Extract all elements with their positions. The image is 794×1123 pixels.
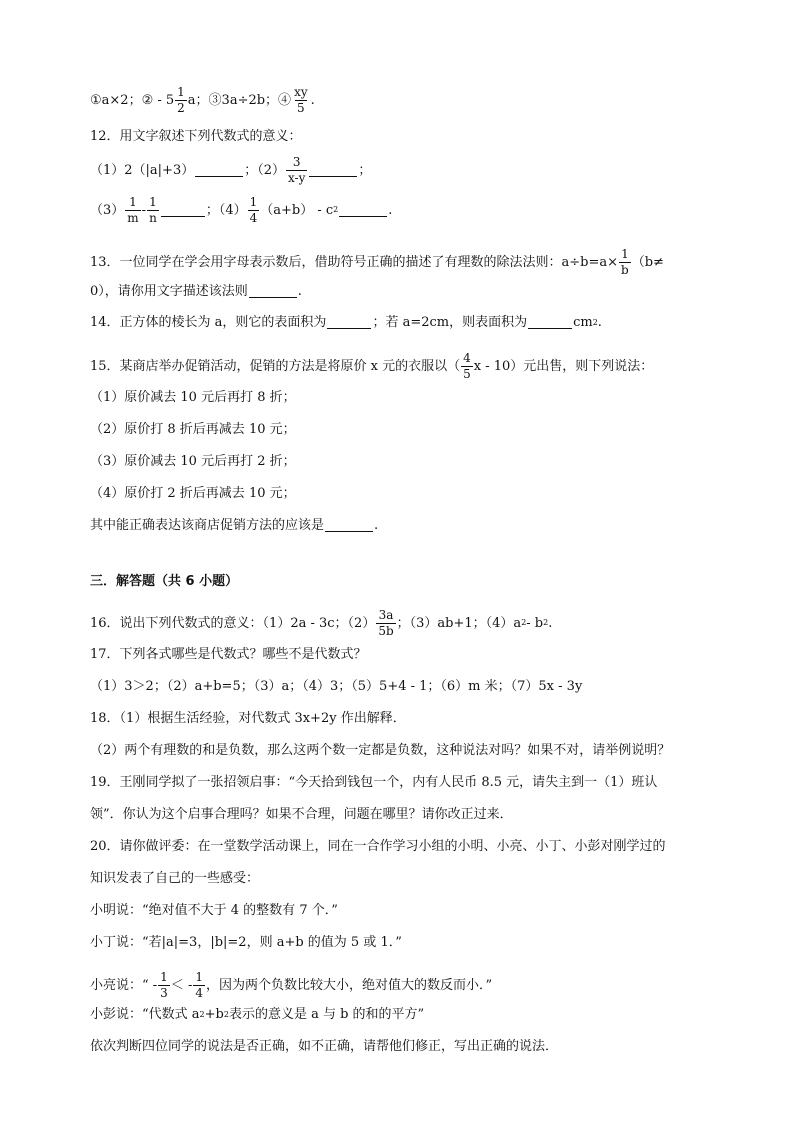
q19-line2 (90, 808, 734, 821)
statement-xiaopeng-mid: +b (204, 1007, 224, 1022)
q20-text1: 20．请你做评委：在一堂数学活动课上，同在一合作学习小组的小明、小亮、小丁、小彭对刚学过的 (90, 839, 666, 854)
fraction-4-over-5: $\frac{4}{5}$ (463, 351, 471, 381)
q13-text2: 0），请你用文字描述该法则 (90, 284, 248, 299)
period: . (374, 518, 379, 533)
separator: ；（4） (205, 202, 247, 218)
period: . (548, 615, 553, 631)
q11-text-e: . (310, 92, 315, 108)
q17-stem (90, 648, 734, 661)
q18-line1 (90, 712, 734, 725)
q16 (90, 609, 734, 637)
q20-line2 (90, 872, 734, 885)
minus-sign: - (141, 202, 147, 218)
q20-xiaoming (90, 904, 734, 917)
fraction-xy-over-5: $\frac{xy}{5}$ (294, 85, 308, 115)
q20-final-text: 依次判断四位同学的说法是否正确，如不正确，请帮他们修正，写出正确的说法． (90, 1039, 559, 1054)
q15-item-3 (90, 455, 734, 468)
period: . (597, 315, 602, 330)
list-item: （4）原价打 2 折后再减去 10 元； (90, 486, 296, 501)
q15-conclusion (90, 519, 734, 532)
q11-text-c: a；③3a÷2b；④ (187, 92, 292, 108)
less-than: ＜ - (170, 977, 193, 993)
list-item: （3）原价减去 10 元后再打 2 折； (90, 454, 296, 469)
fraction-1-over-4: $\frac{1}{4}$ (195, 970, 203, 1000)
fraction-3a-over-5b: $\frac{3a}{5b}$ (378, 608, 394, 638)
fraction-1-over-b: $\frac{1}{b}$ (621, 247, 629, 277)
q18-text2: （2）两个有理数的和是负数，那么这两个数一定都是负数，这种说法对吗？如果不对，请举例说明？ (90, 743, 671, 758)
period: . (388, 202, 393, 218)
list-item: （2）原价打 8 折后再减去 10 元； (90, 422, 296, 437)
q20-line1 (90, 840, 734, 853)
q12-parts-1-2 (90, 156, 734, 184)
q12-parts-3-4 (90, 196, 734, 224)
statement-xiaoding: 小丁说：“若|a|=3，|b|=2，则 a+b 的值为 5 或 1．” (90, 935, 402, 950)
superscript: 2 (223, 1009, 229, 1019)
q19-text2: 领”．你认为这个启事合理吗？如果不合理，问题在哪里？请你改正过来． (90, 807, 513, 822)
q14-text2: ；若 a=2cm，则表面积为 (372, 315, 528, 330)
q13-text: 13．一位同学在学会用字母表示数后，借助符号正确的描述了有理数的除法法则：a÷b=a× (90, 254, 619, 270)
unit: cm (573, 315, 593, 330)
fraction-1-over-4: $\frac{1}{4}$ (249, 195, 258, 225)
fraction-1-over-n: $\frac{1}{n}$ (149, 195, 157, 225)
q15-conclusion-text: 其中能正确表达该商店促销方法的应该是 (90, 518, 325, 533)
q19-text1: 19．王刚同学拟了一张招领启事：“今天拾到钱包一个，内有人民币 8.5 元，请失主到一（1）班认 (90, 775, 658, 790)
answer-blank[interactable] (327, 316, 371, 329)
q14 (90, 316, 734, 329)
q12-stem (90, 130, 734, 143)
q20-xiaoliang (90, 971, 734, 999)
q17-items (90, 680, 734, 693)
superscript: 2 (592, 317, 598, 327)
fraction-1-over-3: $\frac{1}{3}$ (160, 970, 168, 1000)
statement-xiaoliang-post: ，因为两个负数比较大小，绝对值大的数反而小．” (205, 977, 493, 993)
answer-blank[interactable] (325, 519, 373, 532)
separator: ；（2） (244, 162, 285, 178)
statement-xiaopeng-pre: 小彭说：“代数式 a (90, 1007, 200, 1022)
fraction-1-over-m: $\frac{1}{m}$ (127, 195, 139, 225)
q15-item-2 (90, 423, 734, 436)
fraction-one-half: $\frac{1}{2}$ (177, 85, 185, 115)
q20-text2: 知识发表了自己的一些感受： (90, 871, 260, 886)
q20-xiaopeng (90, 1008, 734, 1021)
q12-part3-label: （3） (90, 202, 125, 218)
section-heading (90, 575, 734, 588)
q14-text1: 14．正方体的棱长为 a，则它的表面积为 (90, 315, 327, 330)
answer-blank[interactable] (195, 164, 243, 177)
q15-stem (90, 352, 734, 380)
q15-text2: x - 10）元出售，则下列说法： (473, 358, 654, 374)
fraction-3-over-x-y: $\frac{3}{x-y}$ (288, 155, 306, 185)
q17-items-text: （1）3＞2；（2）a+b=5；（3）a；（4）3；（5）5+4 - 1；（6）m 米；（7）5x - 3y (90, 679, 583, 694)
q15-item-1 (90, 391, 734, 404)
answer-blank[interactable] (309, 164, 357, 177)
answer-blank[interactable] (249, 285, 297, 298)
answer-blank[interactable] (161, 204, 205, 217)
section-title: 三．解答题（共 6 小题） (90, 574, 239, 589)
q13-text-end: （b≠ (631, 254, 664, 270)
q12-part4-text: （a+b） - c (260, 202, 334, 218)
superscript: 2 (199, 1009, 205, 1019)
statement-xiaoliang-pre: 小亮说：“ - (90, 977, 158, 993)
answer-blank[interactable] (339, 204, 387, 217)
statement-xiaopeng-post: 表示的意义是 a 与 b 的和的平方” (228, 1007, 425, 1022)
q20-final (90, 1040, 734, 1053)
list-item: （1）原价减去 10 元后再打 8 折； (90, 390, 296, 405)
answer-blank[interactable] (528, 316, 572, 329)
q11-text-a: ①a×2；② - 5 (90, 92, 175, 108)
q18-text1: 18．（1）根据生活经验，对代数式 3x+2y 作出解释． (90, 711, 406, 726)
q19-line1 (90, 776, 734, 789)
separator: ； (358, 162, 372, 178)
superscript: 2 (521, 618, 527, 628)
q13-line2 (90, 285, 734, 298)
q15-item-4 (90, 487, 734, 500)
q20-xiaoding (90, 936, 734, 949)
q16-text1: 16．说出下列代数式的意义：（1）2a - 3c；（2） (90, 615, 376, 631)
statement-xiaoming: 小明说：“绝对值不大于 4 的整数有 7 个．” (90, 903, 338, 918)
q15-text1: 15．某商店举办促销活动，促销的方法是将原价 x 元的衣服以（ (90, 358, 461, 374)
superscript: 2 (333, 205, 339, 215)
q12-part1: （1）2（|a|+3） (90, 162, 195, 178)
q18-line2 (90, 744, 734, 757)
q12-stem-text: 12．用文字叙述下列代数式的意义： (90, 129, 302, 144)
q16-text3: - b (526, 615, 544, 631)
q13-line1 (90, 248, 734, 276)
superscript: 2 (543, 618, 549, 628)
period: . (297, 284, 302, 299)
q11-options (90, 86, 734, 114)
q16-text2: ；（3）ab+1；（4）a (396, 615, 522, 631)
q17-text: 17．下列各式哪些是代数式？哪些不是代数式？ (90, 647, 367, 662)
